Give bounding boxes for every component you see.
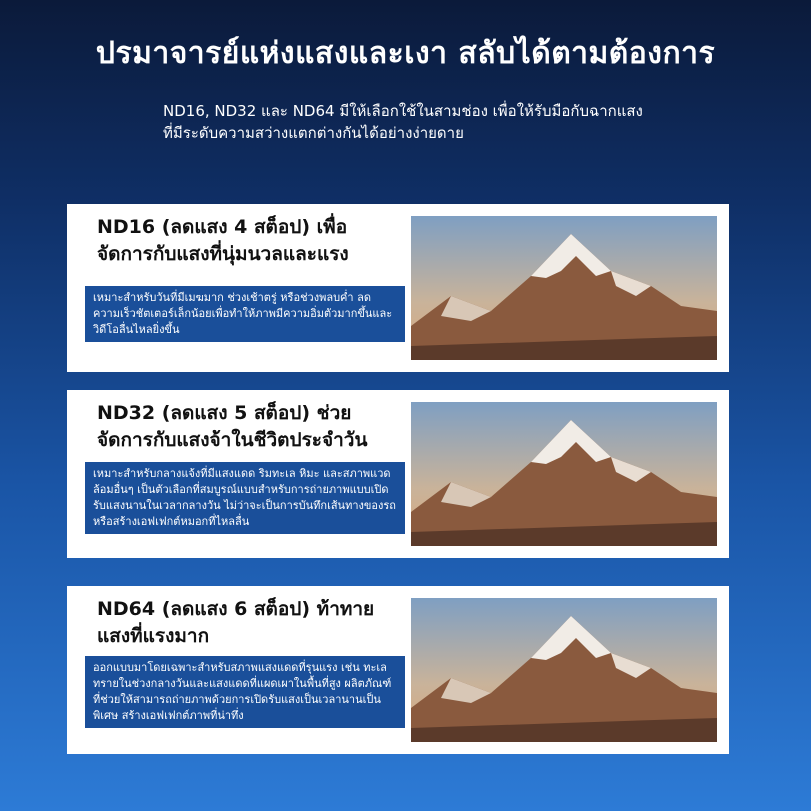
card-description: เหมาะสำหรับวันที่มีเมฆมาก ช่วงเช้าตรู่ หรือช่วงพลบค่ำ ลดความเร็วชัตเตอร์เล็กน้อยเพื่อทำให้ภาพมีความอิ่มตัวมากขึ้นและวิดีโอลื่นไหลยิ่งขึ้น — [85, 286, 405, 342]
mountain-photo — [411, 598, 717, 742]
nd32-card — [67, 390, 729, 558]
page-title: ปรมาจารย์แห่งแสงและเงา สลับได้ตามต้องการ — [95, 36, 716, 71]
nd64-card — [67, 586, 729, 754]
card-heading: ND64 (ลดแสง 6 สต็อป) ท้าทายแสงที่แรงมาก — [97, 598, 375, 647]
mountain-image — [411, 598, 717, 742]
card-heading: ND16 (ลดแสง 4 สต็อป) เพื่อจัดการกับแสงที่นุ่มนวลและแรง — [97, 216, 349, 265]
mountain-image — [411, 402, 717, 546]
card-description: เหมาะสำหรับกลางแจ้งที่มีแสงแดด ริมทะเล หิมะ และสภาพแวดล้อมอื่นๆ เป็นตัวเลือกที่สมบูรณ์แบบสำหรับการถ่ายภาพแบบเปิดรับแสงนานในเวลากลางวัน ไม่ว่าจะเป็นการบันทึกเส้นทางของรถหรือสร้างเอฟเฟกต์หมอกที่ไหลลื่น — [85, 462, 405, 534]
mountain-photo — [411, 216, 717, 360]
mountain-photo — [411, 402, 717, 546]
intro-text: ND16, ND32 และ ND64 มีให้เลือกใช้ในสามช่อง เพื่อให้รับมือกับฉากแสงที่มีระดับความสว่างแตกต่างกันได้อย่างง่ายดาย — [163, 102, 643, 142]
nd16-card — [67, 204, 729, 372]
mountain-image — [411, 216, 717, 360]
card-heading: ND32 (ลดแสง 5 สต็อป) ช่วยจัดการกับแสงจ้าในชีวิตประจำวัน — [97, 402, 368, 451]
card-description: ออกแบบมาโดยเฉพาะสำหรับสภาพแสงแดดที่รุนแรง เช่น ทะเลทรายในช่วงกลางวันและแสงแดดที่แผดเผาในพื้นที่สูง ผลิตภัณฑ์ที่ช่วยให้สามารถถ่ายภาพด้วยการเปิดรับแสงเป็นเวลานานเป็นพิเศษ สร้างเอฟเฟกต์ภาพที่น่าทึ่ง — [85, 656, 405, 728]
